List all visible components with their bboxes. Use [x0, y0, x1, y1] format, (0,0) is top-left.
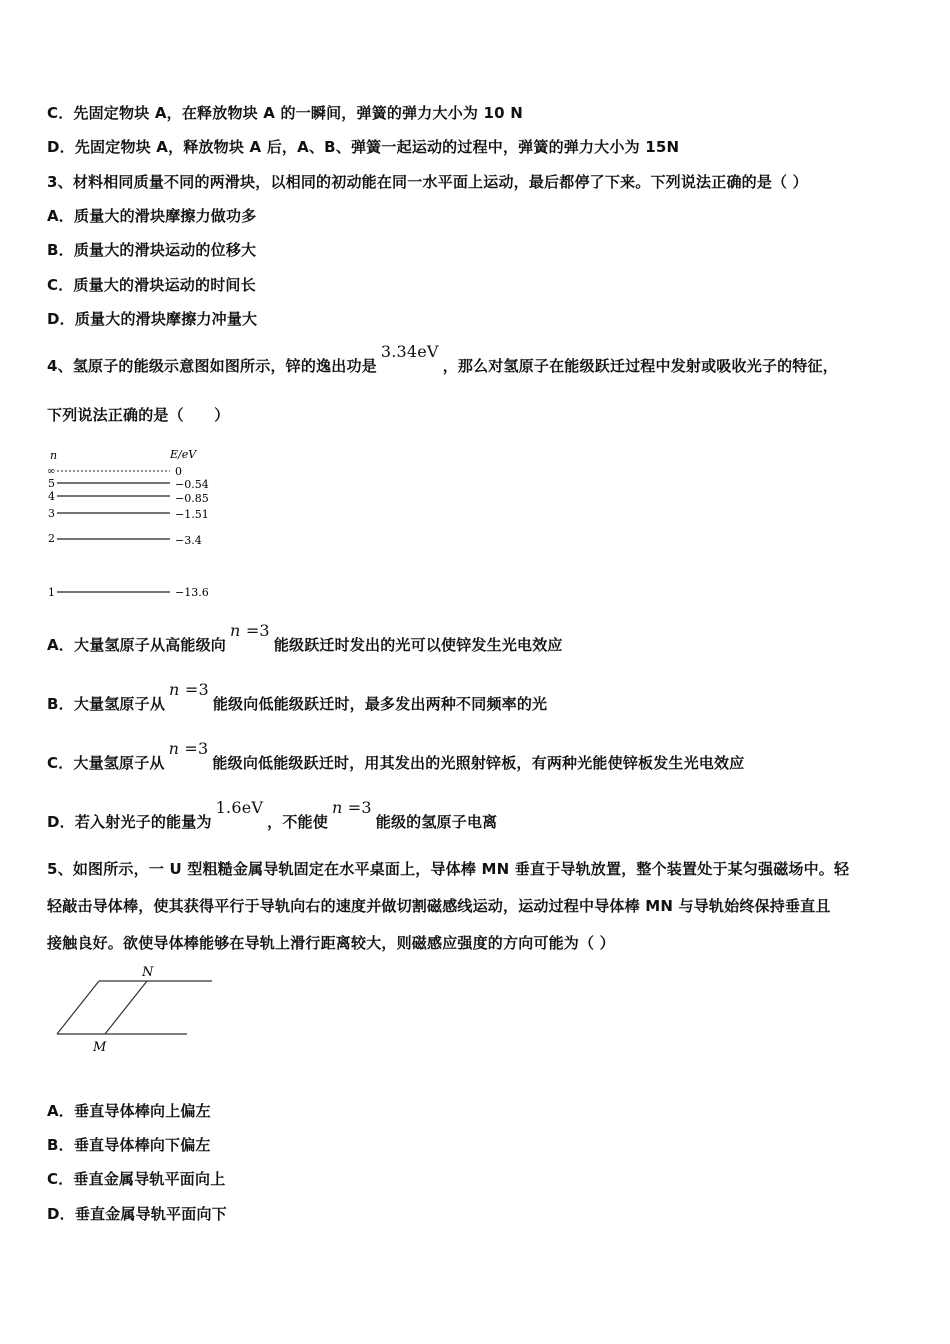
- q5-option-b: B．垂直导体棒向下偏左: [47, 1136, 211, 1154]
- math-eq3: =3: [184, 739, 209, 758]
- level-e-2: −3.4: [175, 534, 202, 547]
- math-n: n: [169, 680, 180, 699]
- q3-option-d: D．质量大的滑块摩擦力冲量大: [47, 310, 258, 328]
- math-eq3: =3: [347, 798, 372, 817]
- level-n-2: 2: [48, 532, 55, 545]
- q3-option-c: C．质量大的滑块运动的时间长: [47, 276, 256, 294]
- energy-axis-label: E/eV: [170, 448, 197, 461]
- q3-option-a: A．质量大的滑块摩擦力做功多: [47, 207, 257, 225]
- rail-diagram: [50, 962, 220, 1056]
- q4-option-b-text2: 能级向低能级跃迁时，最多发出两种不同频率的光: [212, 695, 548, 713]
- label-n: N: [142, 965, 154, 980]
- math-eq3: =3: [245, 621, 270, 640]
- q4-option-d: [47, 798, 498, 832]
- q5-stem-line2: 轻敲击导体棒，使其获得平行于导轨向右的速度并做切割磁感线运动，运动过程中导体棒 MN 与导轨始终保持垂直且: [47, 897, 831, 915]
- q4-option-b-text1: B．大量氢原子从: [47, 695, 166, 713]
- q4-option-c: [47, 739, 745, 773]
- q5-option-c: C．垂直金属导轨平面向上: [47, 1170, 226, 1188]
- level-e-4: −0.85: [175, 492, 209, 505]
- q5-option-d: D．垂直金属导轨平面向下: [47, 1205, 227, 1223]
- math-n: n: [168, 739, 180, 758]
- level-n-5: 5: [48, 477, 55, 490]
- level-n-3: 3: [48, 507, 55, 520]
- q4-option-d-text2: ，不能使: [267, 813, 328, 831]
- q4-stem-b: ，那么对氢原子在能级跃迁过程中发射或吸收光子的特征，: [442, 357, 838, 375]
- math-n: n: [230, 621, 241, 640]
- level-e-3: −1.51: [175, 508, 209, 521]
- math-eq3: =3: [184, 680, 209, 699]
- q4-option-a-text2: 能级跃迁时发出的光可以使锌发生光电效应: [273, 636, 563, 654]
- q4-option-b: [47, 680, 548, 714]
- energy-level-diagram: [44, 444, 224, 606]
- level-e-1: −13.6: [175, 586, 209, 599]
- q4-stem-a: 4、氢原子的能级示意图如图所示，锌的逸出功是: [47, 357, 377, 375]
- math-n-eq-3: [332, 798, 372, 817]
- q2-option-d: D．先固定物块 A，释放物块 A 后，A、B、弹簧一起运动的过程中，弹簧的弹力大小为 15N: [47, 138, 680, 156]
- math-n: n: [331, 798, 343, 817]
- level-n-4: 4: [48, 490, 55, 503]
- math-n-eq-3: [230, 621, 270, 640]
- work-function-value: 3.34eV: [380, 342, 439, 361]
- q5-stem-line1: 5、如图所示，一 U 型粗糙金属导轨固定在水平桌面上，导体棒 MN 垂直于导轨放置，整个装置处于某匀强磁场中。轻: [47, 860, 850, 878]
- q5-stem-line3: 接触良好。欲使导体棒能够在导轨上滑行距离较大，则磁感应强度的方向可能为（ ）: [47, 934, 615, 952]
- label-m: M: [93, 1040, 107, 1055]
- level-e-5: −0.54: [175, 478, 209, 491]
- n-axis-label: n: [50, 449, 58, 462]
- level-e-inf: 0: [175, 465, 182, 478]
- photon-energy-value: 1.6eV: [215, 798, 264, 817]
- q5-option-a: A．垂直导体棒向上偏左: [47, 1102, 211, 1120]
- q4-stem-line2: 下列说法正确的是（ ）: [47, 406, 230, 424]
- q4-option-d-text3: 能级的氢原子电离: [375, 813, 498, 831]
- q3-option-b: B．质量大的滑块运动的位移大: [47, 241, 257, 259]
- q4-option-c-text1: C．大量氢原子从: [47, 754, 165, 772]
- q3-stem: 3、材料相同质量不同的两滑块，以相同的初动能在同一水平面上运动，最后都停了下来。下列说法正确的是（ ）: [47, 173, 808, 191]
- left-rail: [57, 981, 99, 1034]
- q2-option-c: C．先固定物块 A，在释放物块 A 的一瞬间，弹簧的弹力大小为 10 N: [47, 104, 523, 122]
- level-n-1: 1: [48, 586, 55, 599]
- conductor-rod-mn: [105, 981, 147, 1034]
- q4-stem-line1: [47, 342, 838, 376]
- math-n-eq-3: [169, 680, 209, 699]
- q4-option-d-text1: D．若入射光子的能量为: [47, 813, 212, 831]
- q4-option-a: [47, 621, 563, 655]
- level-n-inf: ∞: [47, 466, 56, 477]
- q4-option-c-text2: 能级向低能级跃迁时，用其发出的光照射锌板，有两种光能使锌板发生光电效应: [212, 754, 745, 772]
- math-n-eq-3: [169, 739, 209, 758]
- q4-option-a-text1: A．大量氢原子从高能级向: [47, 636, 227, 654]
